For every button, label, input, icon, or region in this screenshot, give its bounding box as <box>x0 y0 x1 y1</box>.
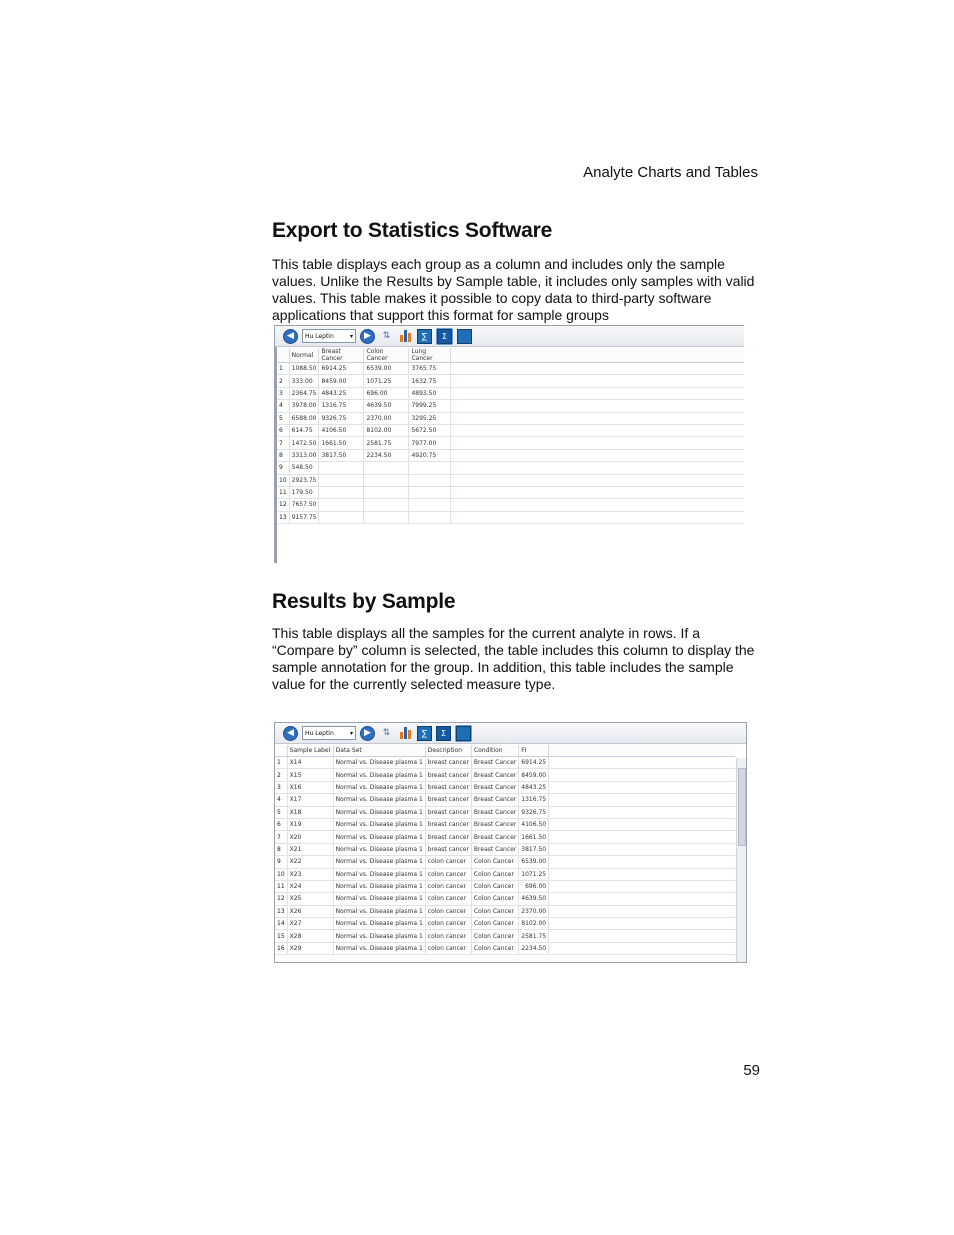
empty-cell <box>451 486 744 498</box>
table-cell[interactable]: 333.00 <box>289 375 319 387</box>
export-stats-button[interactable] <box>436 328 453 345</box>
table-cell[interactable] <box>409 511 451 523</box>
empty-cell <box>451 400 744 412</box>
export-stats-button[interactable] <box>436 726 451 741</box>
table-cell[interactable]: X23 <box>287 868 333 880</box>
table-row[interactable] <box>275 806 735 818</box>
chevron-down-icon: ▾ <box>349 332 353 340</box>
statistics-button[interactable] <box>417 726 432 741</box>
table-cell[interactable]: 2581.75 <box>364 437 409 449</box>
export-table-icon: Σ <box>436 726 451 741</box>
empty-cell <box>549 893 735 905</box>
empty-cell <box>451 462 744 474</box>
table-cell[interactable]: 6914.25 <box>519 757 549 769</box>
row-number: 3 <box>277 387 289 399</box>
table-icon <box>456 726 471 741</box>
table-row[interactable] <box>275 930 735 942</box>
table-cell[interactable]: 9326.75 <box>519 806 549 818</box>
empty-cell <box>549 868 735 880</box>
table-cell[interactable]: 3313.00 <box>289 449 319 461</box>
table-cell[interactable]: colon cancer <box>425 918 471 930</box>
table-cell[interactable]: X15 <box>287 769 333 781</box>
table-cell[interactable]: X22 <box>287 856 333 868</box>
empty-cell <box>549 818 735 830</box>
row-number: 11 <box>275 880 287 892</box>
column-header[interactable]: Sample Label <box>287 745 333 757</box>
table-icon <box>457 329 472 344</box>
row-number: 9 <box>277 462 289 474</box>
table-cell[interactable] <box>319 511 364 523</box>
export-table-icon: Σ <box>437 329 452 344</box>
table-cell[interactable]: 2370.00 <box>364 412 409 424</box>
arrow-right-icon: ▶ <box>360 329 375 344</box>
table-cell[interactable]: breast cancer <box>425 843 471 855</box>
table-cell[interactable]: 1071.25 <box>364 375 409 387</box>
table-cell[interactable]: 7999.25 <box>409 400 451 412</box>
table-cell[interactable]: Normal vs. Disease plasma 1 <box>333 868 425 880</box>
empty-cell <box>549 930 735 942</box>
table-cell[interactable]: breast cancer <box>425 806 471 818</box>
results-table-button[interactable] <box>455 725 472 742</box>
table-cell[interactable]: 1472.50 <box>289 437 319 449</box>
table-cell[interactable] <box>364 474 409 486</box>
column-header[interactable]: FI <box>519 745 549 757</box>
table-cell[interactable]: Normal vs. Disease plasma 1 <box>333 806 425 818</box>
row-number: 12 <box>277 499 289 511</box>
scrollbar-thumb[interactable] <box>738 768 746 846</box>
analyte-select[interactable] <box>302 726 356 740</box>
table-cell[interactable]: Normal vs. Disease plasma 1 <box>333 794 425 806</box>
table-cell[interactable]: Breast Cancer <box>471 831 518 843</box>
row-number: 13 <box>277 511 289 523</box>
table-cell[interactable]: X14 <box>287 757 333 769</box>
table-cell[interactable]: Colon Cancer <box>471 893 518 905</box>
row-number: 4 <box>277 400 289 412</box>
table-cell[interactable]: 6539.00 <box>364 363 409 375</box>
section-body-export: This table displays each group as a column and includes only the sample values. Unlike the Results by Sample table, it includes only samples with valid values. This table makes it possible to copy data to third-party software applications that support this format for sample groups <box>272 256 755 323</box>
bar-chart-icon <box>400 727 411 739</box>
empty-cell <box>451 412 744 424</box>
analyte-select-value: Hu Leptin <box>305 729 334 737</box>
table-cell[interactable]: 696.00 <box>519 880 549 892</box>
table-cell[interactable]: 4920.75 <box>409 449 451 461</box>
table-cell[interactable] <box>409 499 451 511</box>
results-grid-area <box>275 744 746 962</box>
empty-cell <box>549 942 735 954</box>
section-title-results: Results by Sample <box>272 590 456 613</box>
table-cell[interactable]: 1316.75 <box>319 400 364 412</box>
table-cell[interactable]: Breast Cancer <box>471 757 518 769</box>
table-row[interactable] <box>277 424 744 436</box>
table-cell[interactable]: 6539.00 <box>519 856 549 868</box>
table-cell[interactable]: 2581.75 <box>519 930 549 942</box>
table-cell[interactable]: colon cancer <box>425 868 471 880</box>
table-row[interactable] <box>275 918 735 930</box>
row-number: 8 <box>277 449 289 461</box>
table-cell[interactable]: 1316.75 <box>519 794 549 806</box>
empty-cell <box>451 375 744 387</box>
table-cell[interactable]: 9157.75 <box>289 511 319 523</box>
table-cell[interactable]: Colon Cancer <box>471 880 518 892</box>
row-header-corner <box>275 745 287 757</box>
table-cell[interactable]: Colon Cancer <box>471 868 518 880</box>
table-cell[interactable]: Colon Cancer <box>471 856 518 868</box>
table-cell[interactable]: 2364.75 <box>289 387 319 399</box>
table-cell[interactable]: 4106.50 <box>519 818 549 830</box>
table-cell[interactable]: Breast Cancer <box>471 794 518 806</box>
row-number: 11 <box>277 486 289 498</box>
row-number: 7 <box>275 831 287 843</box>
arrow-right-icon: ▶ <box>360 726 375 741</box>
row-header-corner <box>277 348 289 363</box>
results-grid <box>275 745 735 955</box>
row-number: 7 <box>277 437 289 449</box>
table-cell[interactable]: Normal vs. Disease plasma 1 <box>333 905 425 917</box>
table-row[interactable] <box>277 387 744 399</box>
empty-cell <box>549 843 735 855</box>
empty-cell <box>451 499 744 511</box>
table-cell[interactable]: 8102.00 <box>519 918 549 930</box>
column-header[interactable]: Condition <box>471 745 518 757</box>
row-number: 13 <box>275 905 287 917</box>
forward-button[interactable] <box>360 329 375 344</box>
empty-cell <box>451 449 744 461</box>
table-cell[interactable]: Normal vs. Disease plasma 1 <box>333 942 425 954</box>
table-cell[interactable]: Normal vs. Disease plasma 1 <box>333 843 425 855</box>
table-cell[interactable]: Colon Cancer <box>471 930 518 942</box>
sort-icon: ⇅ <box>382 331 391 341</box>
table-cell[interactable]: 5672.50 <box>409 424 451 436</box>
table-cell[interactable]: colon cancer <box>425 930 471 942</box>
toolbar <box>275 723 746 744</box>
table-cell[interactable]: Normal vs. Disease plasma 1 <box>333 757 425 769</box>
toolbar <box>275 326 744 347</box>
table-row[interactable] <box>275 868 735 880</box>
table-cell[interactable] <box>364 499 409 511</box>
table-cell[interactable]: Normal vs. Disease plasma 1 <box>333 930 425 942</box>
empty-cell <box>549 769 735 781</box>
table-cell[interactable]: 4106.50 <box>319 424 364 436</box>
empty-cell <box>549 806 735 818</box>
table-cell[interactable]: Colon Cancer <box>471 942 518 954</box>
table-cell[interactable]: Normal vs. Disease plasma 1 <box>333 831 425 843</box>
row-number: 15 <box>275 930 287 942</box>
table-cell[interactable] <box>409 486 451 498</box>
table-row[interactable] <box>275 831 735 843</box>
empty-cell <box>549 831 735 843</box>
table-cell[interactable]: Breast Cancer <box>471 781 518 793</box>
table-cell[interactable]: breast cancer <box>425 781 471 793</box>
bar-chart-button[interactable] <box>398 329 413 344</box>
row-number: 5 <box>275 806 287 818</box>
analyte-select-value: Hu Leptin <box>305 332 334 340</box>
empty-cell <box>549 757 735 769</box>
row-number: 5 <box>277 412 289 424</box>
table-cell[interactable]: 4843.25 <box>519 781 549 793</box>
table-cell[interactable]: Normal vs. Disease plasma 1 <box>333 818 425 830</box>
sort-button[interactable] <box>379 726 394 741</box>
sort-button[interactable] <box>379 329 394 344</box>
table-cell[interactable]: 4639.50 <box>519 893 549 905</box>
table-cell[interactable] <box>409 474 451 486</box>
table-cell[interactable]: Breast Cancer <box>471 818 518 830</box>
table-cell[interactable]: X17 <box>287 794 333 806</box>
row-number: 12 <box>275 893 287 905</box>
table-cell[interactable]: 6914.25 <box>319 363 364 375</box>
row-number: 2 <box>277 375 289 387</box>
row-number: 3 <box>275 781 287 793</box>
sort-icon: ⇅ <box>382 728 391 738</box>
table-cell[interactable]: breast cancer <box>425 794 471 806</box>
table-cell[interactable]: 8102.00 <box>364 424 409 436</box>
table-cell[interactable]: 3817.50 <box>319 449 364 461</box>
column-header[interactable]: Data Set <box>333 745 425 757</box>
table-cell[interactable]: 548.50 <box>289 462 319 474</box>
statistics-icon: ∑ <box>417 329 432 344</box>
table-row[interactable] <box>275 905 735 917</box>
table-cell[interactable]: X29 <box>287 942 333 954</box>
arrow-left-icon: ◀ <box>283 329 298 344</box>
table-cell[interactable]: 2370.00 <box>519 905 549 917</box>
table-cell[interactable]: Colon Cancer <box>471 918 518 930</box>
forward-button[interactable] <box>360 726 375 741</box>
table-cell[interactable]: 179.50 <box>289 486 319 498</box>
statistics-button[interactable] <box>417 329 432 344</box>
table-cell[interactable]: breast cancer <box>425 757 471 769</box>
table-cell[interactable]: Colon Cancer <box>471 905 518 917</box>
table-row[interactable] <box>275 843 735 855</box>
stats-table-screenshot <box>274 325 744 563</box>
table-cell[interactable]: 3978.00 <box>289 400 319 412</box>
table-cell[interactable]: X24 <box>287 880 333 892</box>
table-cell[interactable]: colon cancer <box>425 942 471 954</box>
table-cell[interactable]: 9326.75 <box>319 412 364 424</box>
empty-cell <box>451 437 744 449</box>
table-cell[interactable] <box>364 462 409 474</box>
row-number: 1 <box>275 757 287 769</box>
table-cell[interactable] <box>319 462 364 474</box>
table-row[interactable] <box>277 375 744 387</box>
table-row[interactable] <box>275 942 735 954</box>
chevron-down-icon: ▾ <box>349 729 353 737</box>
table-row[interactable] <box>277 363 744 375</box>
table-row[interactable] <box>277 499 744 511</box>
table-cell[interactable]: 2923.75 <box>289 474 319 486</box>
empty-cell <box>549 781 735 793</box>
table-row[interactable] <box>277 437 744 449</box>
table-cell[interactable]: breast cancer <box>425 818 471 830</box>
row-number: 2 <box>275 769 287 781</box>
table-cell[interactable]: colon cancer <box>425 880 471 892</box>
table-cell[interactable]: X16 <box>287 781 333 793</box>
table-cell[interactable]: colon cancer <box>425 893 471 905</box>
table-cell[interactable] <box>364 511 409 523</box>
row-number: 4 <box>275 794 287 806</box>
vertical-scrollbar[interactable] <box>736 758 746 962</box>
row-number: 8 <box>275 843 287 855</box>
stats-grid-area <box>275 347 744 563</box>
table-cell[interactable]: X20 <box>287 831 333 843</box>
row-number: 10 <box>277 474 289 486</box>
table-cell[interactable]: colon cancer <box>425 856 471 868</box>
column-header[interactable]: Breast Cancer <box>319 348 364 363</box>
table-cell[interactable]: X18 <box>287 806 333 818</box>
table-row[interactable] <box>277 412 744 424</box>
table-cell[interactable]: Normal vs. Disease plasma 1 <box>333 781 425 793</box>
table-cell[interactable]: 2234.50 <box>519 942 549 954</box>
table-cell[interactable]: breast cancer <box>425 769 471 781</box>
table-cell[interactable]: Normal vs. Disease plasma 1 <box>333 856 425 868</box>
empty-cell <box>549 794 735 806</box>
row-number: 16 <box>275 942 287 954</box>
running-head: Analyte Charts and Tables <box>583 164 758 181</box>
table-cell[interactable]: 1632.75 <box>409 375 451 387</box>
table-cell[interactable]: 3765.75 <box>409 363 451 375</box>
table-cell[interactable]: 3295.25 <box>409 412 451 424</box>
table-cell[interactable] <box>319 474 364 486</box>
bar-chart-button[interactable] <box>398 726 413 741</box>
table-row[interactable] <box>275 880 735 892</box>
row-number: 9 <box>275 856 287 868</box>
table-row[interactable] <box>277 474 744 486</box>
section-title-export: Export to Statistics Software <box>272 219 553 242</box>
table-cell[interactable]: 614.75 <box>289 424 319 436</box>
table-cell[interactable]: Normal vs. Disease plasma 1 <box>333 880 425 892</box>
table-row[interactable] <box>277 400 744 412</box>
table-row[interactable] <box>277 449 744 461</box>
table-row[interactable] <box>275 781 735 793</box>
table-cell[interactable]: Normal vs. Disease plasma 1 <box>333 893 425 905</box>
table-row[interactable] <box>275 794 735 806</box>
table-cell[interactable]: X21 <box>287 843 333 855</box>
row-number: 6 <box>277 424 289 436</box>
empty-cell <box>451 474 744 486</box>
arrow-left-icon: ◀ <box>283 726 298 741</box>
row-number: 6 <box>275 818 287 830</box>
page-number: 59 <box>743 1062 760 1079</box>
table-cell[interactable]: 6588.00 <box>289 412 319 424</box>
row-number: 14 <box>275 918 287 930</box>
table-cell[interactable]: 696.00 <box>364 387 409 399</box>
table-cell[interactable] <box>409 462 451 474</box>
table-cell[interactable]: 1661.50 <box>519 831 549 843</box>
empty-cell <box>451 363 744 375</box>
table-cell[interactable]: X19 <box>287 818 333 830</box>
table-cell[interactable] <box>319 499 364 511</box>
table-cell[interactable]: X27 <box>287 918 333 930</box>
section-body-results: This table displays all the samples for the current analyte in rows. If a “Compare by” column is selected, the table includes this column to display the sample annotation for the group. In addition, this table includes the sample value for the currently selected measure type. <box>272 625 755 692</box>
bar-chart-icon <box>400 330 411 342</box>
back-button[interactable] <box>283 726 298 741</box>
stats-grid <box>277 348 744 524</box>
table-cell[interactable]: Normal vs. Disease plasma 1 <box>333 918 425 930</box>
table-cell[interactable]: breast cancer <box>425 831 471 843</box>
table-cell[interactable]: Breast Cancer <box>471 769 518 781</box>
empty-cell <box>549 880 735 892</box>
results-table-screenshot <box>274 722 747 963</box>
table-cell[interactable]: colon cancer <box>425 905 471 917</box>
empty-cell <box>451 424 744 436</box>
table-cell[interactable]: 2234.50 <box>364 449 409 461</box>
table-cell[interactable] <box>364 486 409 498</box>
column-header[interactable]: Colon Cancer <box>364 348 409 363</box>
empty-cell <box>451 387 744 399</box>
table-row[interactable] <box>275 769 735 781</box>
table-cell[interactable]: X28 <box>287 930 333 942</box>
table-cell[interactable]: X26 <box>287 905 333 917</box>
table-row[interactable] <box>275 893 735 905</box>
table-row[interactable] <box>277 486 744 498</box>
analyte-select[interactable] <box>302 329 356 343</box>
table-row[interactable] <box>277 511 744 523</box>
table-row[interactable] <box>275 818 735 830</box>
table-cell[interactable]: 4639.50 <box>364 400 409 412</box>
back-button[interactable] <box>283 329 298 344</box>
table-cell[interactable]: 1071.25 <box>519 868 549 880</box>
table-row[interactable] <box>275 757 735 769</box>
empty-cell <box>549 905 735 917</box>
table-cell[interactable]: 3817.50 <box>519 843 549 855</box>
table-cell[interactable]: 1661.50 <box>319 437 364 449</box>
table-cell[interactable]: Breast Cancer <box>471 806 518 818</box>
table-cell[interactable]: 4843.25 <box>319 387 364 399</box>
table-cell[interactable]: 8459.00 <box>319 375 364 387</box>
table-cell[interactable]: X25 <box>287 893 333 905</box>
column-header[interactable]: Description <box>425 745 471 757</box>
empty-cell <box>549 918 735 930</box>
table-row[interactable] <box>277 462 744 474</box>
table-cell[interactable]: 1088.50 <box>289 363 319 375</box>
row-number: 10 <box>275 868 287 880</box>
table-cell[interactable]: Normal vs. Disease plasma 1 <box>333 769 425 781</box>
table-cell[interactable]: 7657.50 <box>289 499 319 511</box>
empty-cell <box>451 511 744 523</box>
table-cell[interactable]: 4893.50 <box>409 387 451 399</box>
table-cell[interactable]: Breast Cancer <box>471 843 518 855</box>
table-cell[interactable]: 8459.00 <box>519 769 549 781</box>
empty-cell <box>549 856 735 868</box>
column-header[interactable]: Lung Cancer <box>409 348 451 363</box>
column-header[interactable]: Normal <box>289 348 319 363</box>
row-number: 1 <box>277 363 289 375</box>
results-table-button[interactable] <box>457 329 472 344</box>
table-cell[interactable]: 7977.00 <box>409 437 451 449</box>
table-cell[interactable] <box>319 486 364 498</box>
statistics-icon: ∑ <box>417 726 432 741</box>
table-row[interactable] <box>275 856 735 868</box>
